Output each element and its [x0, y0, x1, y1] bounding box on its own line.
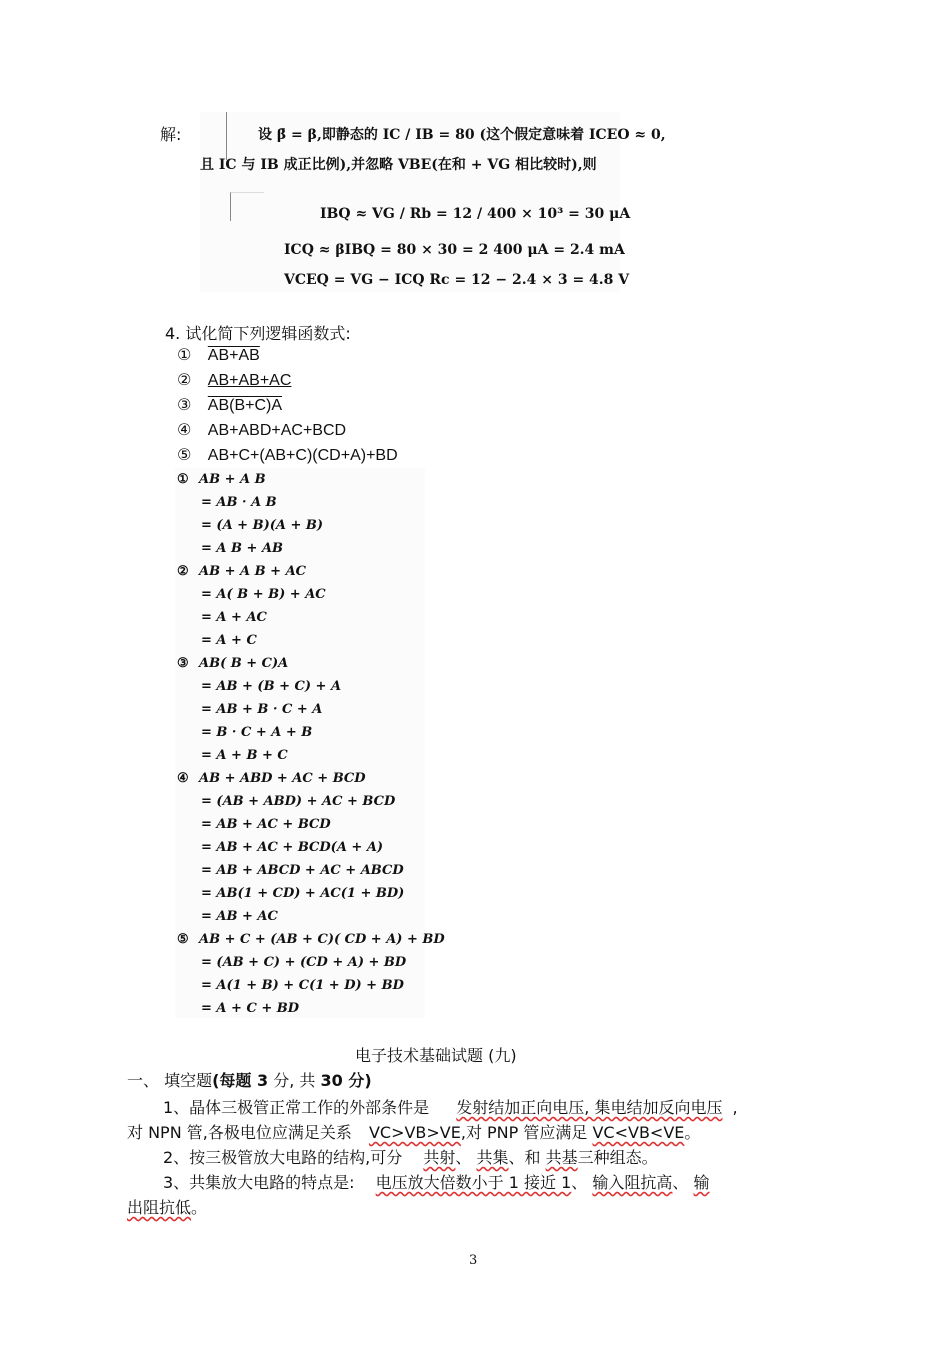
derivation-3-line-2: = AB + (B + C) + A: [201, 679, 342, 694]
derivation-3-line-1: AB( B + C)A: [199, 656, 289, 671]
q3-answer-3a: 输: [693, 1173, 710, 1192]
derivation-1-number: ①: [177, 472, 189, 487]
section-detail-mid: 分, 共: [268, 1071, 321, 1090]
q1-end: 。: [684, 1123, 701, 1142]
section-heading: [127, 1068, 372, 1091]
q2-sep-2: 、和: [508, 1148, 541, 1167]
section-total: 30: [320, 1071, 343, 1090]
derivation-4-number: ④: [177, 771, 189, 786]
item-number: ①: [177, 347, 192, 364]
exam-q1-line-1: [163, 1095, 738, 1118]
derivation-2-line-3: = A + AC: [201, 610, 267, 625]
q3-prompt: 3、共集放大电路的特点是:: [163, 1173, 355, 1192]
derivation-3-line-5: = A + B + C: [201, 748, 288, 763]
q1-answer-pnp: VC<VB<VE: [592, 1123, 685, 1142]
item-expression: AB+C+(AB+C)(CD+A)+BD: [207, 447, 398, 464]
item-expression: AB+AB: [207, 347, 260, 364]
derivation-4-line-3: = AB + AC + BCD: [201, 817, 331, 832]
q1-prompt: 1、晶体三极管正常工作的外部条件是: [163, 1098, 430, 1117]
derivation-3-number: ③: [177, 656, 189, 671]
solution-label: 解:: [160, 125, 182, 144]
q2-sep-1: 、: [455, 1148, 472, 1167]
q3-answer-1: 电压放大倍数小于 1 接近 1: [375, 1173, 572, 1192]
derivation-4-line-7: = AB + AC: [201, 909, 278, 924]
exam-q3-line-2: [127, 1195, 207, 1218]
section-detail-open: (每题: [212, 1071, 257, 1090]
exam-q3-line-1: [163, 1170, 710, 1193]
derivation-4-line-1: AB + ABD + AC + BCD: [199, 771, 366, 786]
derivation-4-line-5: = AB + ABCD + AC + ABCD: [201, 863, 404, 878]
q2-end: 三种组态。: [577, 1148, 658, 1167]
q4-item-1: [177, 345, 260, 365]
derivation-scan: [175, 468, 445, 1018]
derivation-5-number: ⑤: [177, 932, 189, 947]
q3-sep-2: 、: [672, 1173, 689, 1192]
exam-title: 电子技术基础试题 (九): [355, 1046, 517, 1065]
section-prefix: 一、 填空题: [127, 1071, 213, 1090]
q2-answer-2: 共集: [476, 1148, 509, 1167]
q1-answer-npn: VC>VB>VE: [368, 1123, 461, 1142]
item-number: ⑤: [177, 447, 192, 464]
q3-end: 。: [191, 1198, 208, 1217]
derivation-5-line-1: AB + C + (AB + C)( CD + A) + BD: [199, 932, 445, 947]
item-expression: AB+ABD+AC+BCD: [207, 422, 347, 439]
q2-prompt: 2、按三极管放大电路的结构,可分: [163, 1148, 403, 1167]
section-points: 3: [256, 1071, 269, 1090]
q4-item-3: [177, 395, 282, 415]
exam-q2: [163, 1145, 658, 1168]
item-number: ④: [177, 422, 192, 439]
solution-line-2: 且 IC 与 IB 成正比例),并忽略 VBE(在和 + VG 相比较时),则: [200, 157, 597, 173]
q1-comma: ,: [732, 1098, 738, 1117]
item-expression: AB+AB+AC: [207, 372, 292, 389]
derivation-1-line-3: = (A + B)(A + B): [201, 518, 324, 533]
page-number: 3: [469, 1253, 478, 1268]
q1-pnp-prompt: ,对 PNP 管应满足: [460, 1123, 588, 1142]
section-detail-close: 分): [342, 1071, 372, 1090]
q2-answer-1: 共射: [423, 1148, 456, 1167]
derivation-3-line-3: = AB + B · C + A: [201, 702, 323, 717]
derivation-2-number: ②: [177, 564, 189, 579]
derivation-5-line-3: = A(1 + B) + C(1 + D) + BD: [201, 978, 404, 993]
q4-item-2: [177, 370, 291, 390]
derivation-1-line-2: = AB · A B: [201, 495, 277, 510]
solution-line-4: ICQ ≈ βIBQ = 80 × 30 = 2 400 μA = 2.4 mA: [284, 242, 625, 258]
derivation-4-line-6: = AB(1 + CD) + AC(1 + BD): [201, 886, 405, 901]
derivation-4-line-2: = (AB + ABD) + AC + BCD: [201, 794, 396, 809]
derivation-1-line-1: AB + A B: [199, 472, 266, 487]
q3-sep-1: 、: [571, 1173, 588, 1192]
exam-q1-line-2: [127, 1120, 700, 1143]
solution-line-5: VCEQ = VG − ICQ Rc = 12 − 2.4 × 3 = 4.8 V: [284, 272, 630, 288]
derivation-3-line-4: = B · C + A + B: [201, 725, 313, 740]
item-expression: AB(B+C)A: [207, 397, 283, 414]
q2-answer-3: 共基: [545, 1148, 578, 1167]
derivation-5-line-2: = (AB + C) + (CD + A) + BD: [201, 955, 407, 970]
solution-line-1: 设 β̄ = β,即静态的 IC / IB = 80 (这个假定意味着 ICEO ≈ 0,: [258, 127, 666, 143]
q3-answer-3b: 出阻抗低: [127, 1198, 192, 1217]
derivation-1-line-4: = A B + AB: [201, 541, 284, 556]
derivation-4-line-4: = AB + AC + BCD(A + A): [201, 840, 384, 855]
q4-title: 4. 试化简下列逻辑函数式:: [165, 324, 351, 343]
q1-npn-prompt: 对 NPN 管,各极电位应满足关系: [127, 1123, 352, 1142]
q1-answer-1: 发射结加正向电压, 集电结加反向电压: [456, 1098, 723, 1117]
item-number: ②: [177, 372, 192, 389]
q4-item-5: [177, 445, 398, 465]
item-number: ③: [177, 397, 192, 414]
q4-item-4: [177, 420, 346, 440]
solution-line-3: IBQ ≈ VG / Rb = 12 / 400 × 10³ = 30 μA: [320, 206, 631, 222]
derivation-2-line-4: = A + C: [201, 633, 257, 648]
derivation-2-line-1: AB + A B + AC: [199, 564, 306, 579]
solution-scan: [200, 112, 666, 292]
derivation-5-line-4: = A + C + BD: [201, 1001, 300, 1016]
derivation-2-line-2: = A( B + B) + AC: [201, 587, 326, 602]
q3-answer-2: 输入阻抗高: [592, 1173, 673, 1192]
